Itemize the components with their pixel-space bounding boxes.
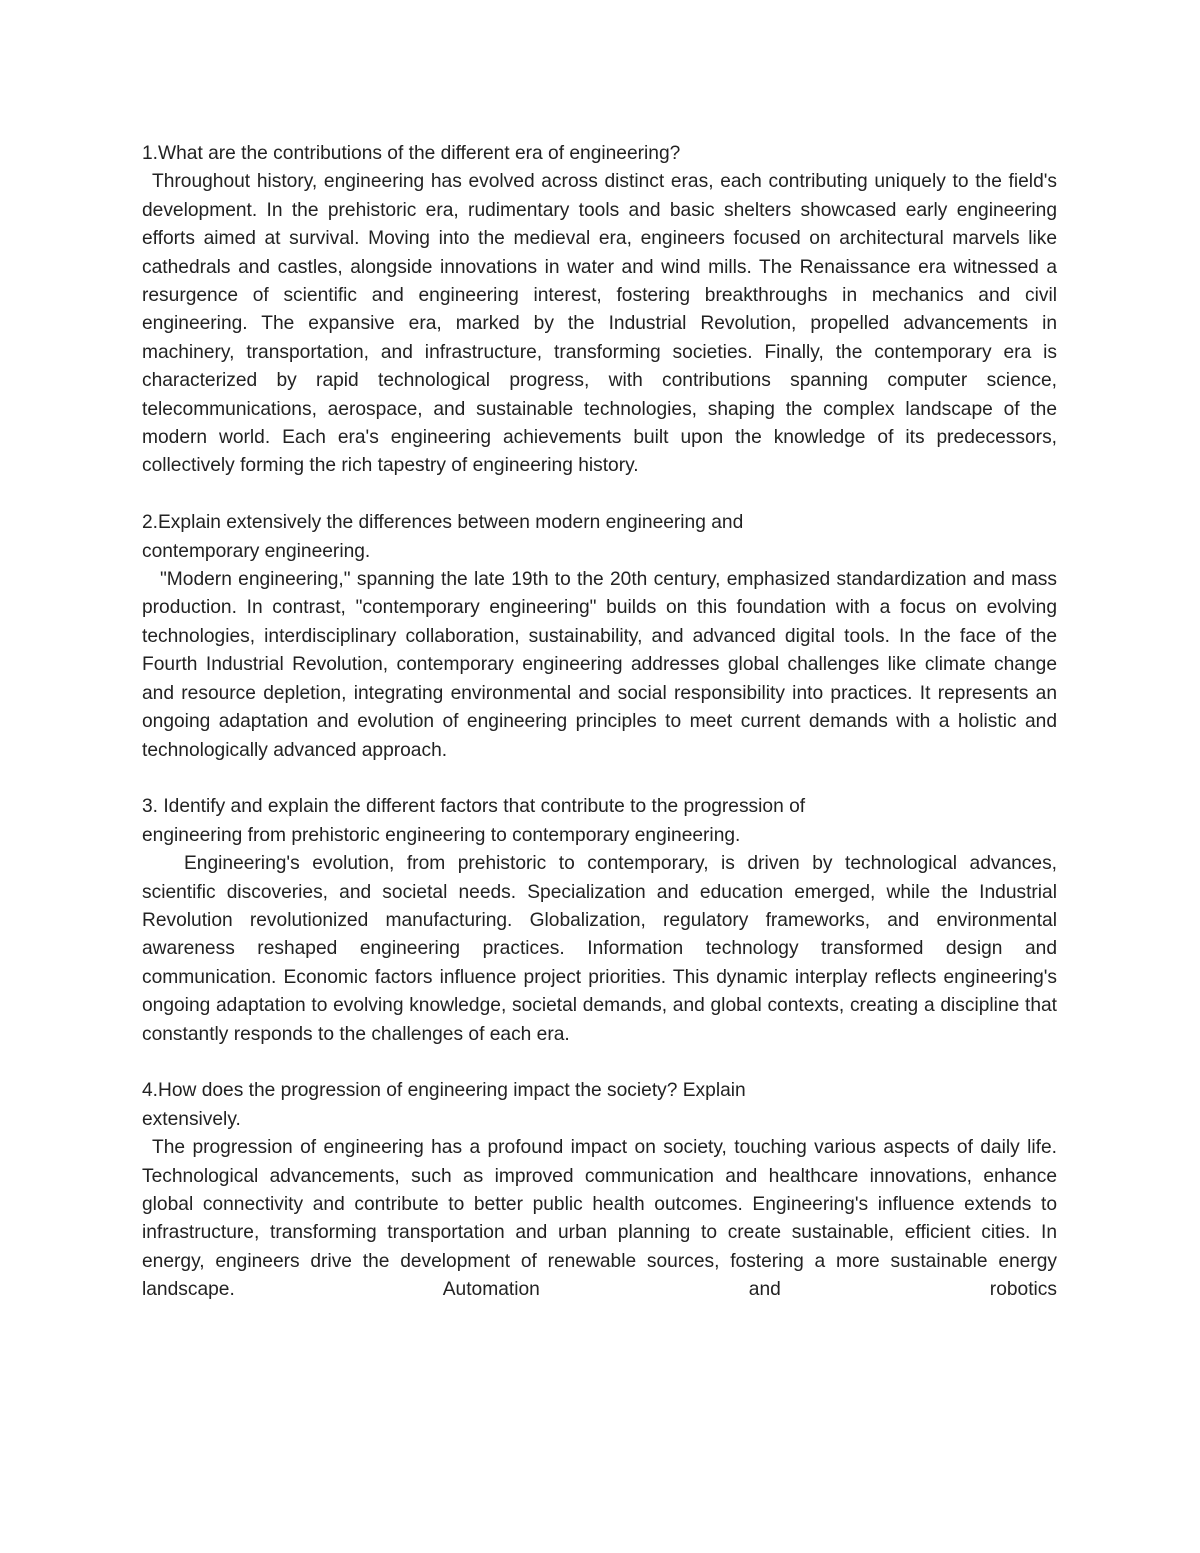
answer-1: Throughout history, engineering has evolved across distinct eras, each contributing uniquely to the field's development. In the prehistoric era, rudimentary tools and basic shelters showcased early engineering efforts aimed at survival. Moving into the medieval era, engineers focused on architectural marvels like cathedrals and castles, alongside innovations in water and wind mills. The Renaissance era witnessed a resurgence of scientific and engineering interest, fostering breakthroughs in mechanics and civil engineering. The expansive era, marked by the Industrial Revolution, propelled advancements in machinery, transportation, and infrastructure, transforming societies. Finally, the contemporary era is characterized by rapid technological progress, with contributions spanning computer science, telecommunications, aerospace, and sustainable technologies, shaping the complex landscape of the modern world. Each era's engineering achievements built upon the knowledge of its predecessors, collectively forming the rich tapestry of engineering history. bbox=[142, 171, 1057, 477]
answer-4: The progression of engineering has a profound impact on society, touching various aspects of daily life. Technological advancements, such as improved communication and healthcare innovations, enhance global connectivity and contribute to better public health outcomes. Engineering's influence extends to infrastructure, transforming transportation and urban planning to create sustainable, efficient cities. In energy, engineers drive the development of renewable sources, fostering a more sustainable energy landscape. Automation and robotics bbox=[142, 1137, 1057, 1301]
answer-2: "Modern engineering," spanning the late 19th to the 20th century, emphasized standardization and mass production. In contrast, "contemporary engineering" builds on this foundation with a focus on evolving technologies, interdisciplinary collaboration, sustainability, and advanced digital tools. In the face of the Fourth Industrial Revolution, contemporary engineering addresses global challenges like climate change and resource depletion, integrating environmental and social responsibility into practices. It represents an ongoing adaptation and evolution of engineering principles to meet current demands with a holistic and technologically advanced approach. bbox=[142, 569, 1057, 761]
question-3: 3. Identify and explain the different factors that contribute to the progression of engineering from prehistoric engineering to contemporary engineering. bbox=[142, 796, 806, 846]
document-body bbox=[142, 140, 1057, 1333]
question-4: 4.How does the progression of engineering impact the society? Explain extensively. bbox=[142, 1080, 746, 1130]
section-4 bbox=[142, 1077, 1057, 1304]
question-1: 1.What are the contributions of the different era of engineering? bbox=[142, 143, 681, 164]
question-2: 2.Explain extensively the differences between modern engineering and contemporary engineering. bbox=[142, 512, 744, 562]
section-3 bbox=[142, 793, 1057, 1049]
section-1 bbox=[142, 140, 1057, 481]
answer-3: Engineering's evolution, from prehistoric to contemporary, is driven by technological advances, scientific discoveries, and societal needs. Specialization and education emerged, while the Industrial Revolution revolutionized manufacturing. Globalization, regulatory frameworks, and environmental awareness reshaped engineering practices. Information technology transformed design and communication. Economic factors influence project priorities. This dynamic interplay reflects engineering's ongoing adaptation to evolving knowledge, societal demands, and global contexts, creating a discipline that constantly responds to the challenges of each era. bbox=[142, 853, 1057, 1045]
section-2 bbox=[142, 509, 1057, 765]
